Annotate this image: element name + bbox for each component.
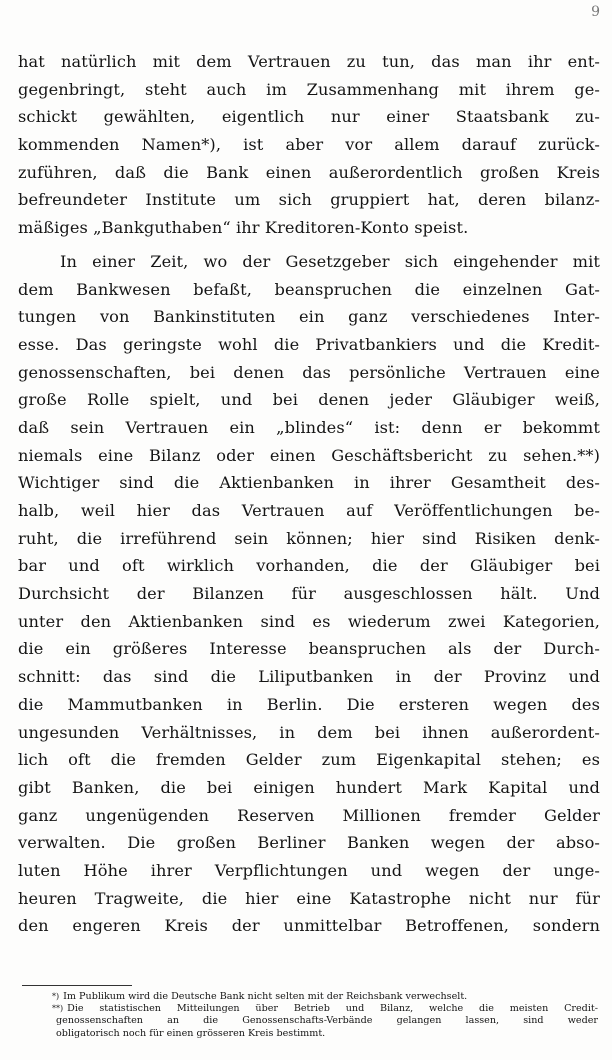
text-line: niemals eine Bilanz oder einen Geschäftsbericht zu sehen.**) xyxy=(18,445,600,465)
text-line: den engeren Kreis der unmittelbar Betroffenen, sondern xyxy=(18,916,600,936)
text-line: große Rolle spielt, und bei denen jeder Gläubiger weiß, xyxy=(18,390,600,410)
text-line: ruht, die irreführend sein können; hier sind Risiken denk- xyxy=(18,528,600,548)
text-line: unter den Aktienbanken sind es wiederum zwei Kategorien, xyxy=(18,611,600,631)
text-line: bar und oft wirklich vorhanden, die der Gläubiger bei xyxy=(18,556,600,576)
page-number: 9 xyxy=(591,4,600,20)
footnote-2-line: genossenschaften an die Genossenschafts-Verbände gelangen lassen, sind weder xyxy=(56,1015,598,1027)
text-line: daß sein Vertrauen ein „blindes“ ist: denn er bekommt xyxy=(18,417,600,437)
paragraph-continued xyxy=(18,48,600,242)
text-line: In einer Zeit, wo der Gesetzgeber sich eingehender mit xyxy=(60,251,600,271)
body-text xyxy=(18,48,600,940)
footnote-text: Die statistischen Mitteilungen über Betrieb und Bilanz, welche die meisten Credit- xyxy=(67,1003,598,1015)
text-line: esse. Das geringste wohl die Privatbankiers und die Kredit- xyxy=(18,334,600,354)
text-line: ganz ungenügenden Reserven Millionen fremder Gelder xyxy=(18,805,600,825)
text-line: hat natürlich mit dem Vertrauen zu tun, das man ihr ent- xyxy=(18,52,600,71)
footnote-text: Im Publikum wird die Deutsche Bank nicht selten mit der Reichsbank verwechselt. xyxy=(63,991,468,1002)
text-line: ungesunden Verhältnisses, in dem bei ihnen außerordent- xyxy=(18,722,600,742)
footnote-2-line: obligatorisch noch für einen grösseren Kreis bestimmt. xyxy=(56,1027,326,1039)
text-line: Wichtiger sind die Aktienbanken in ihrer Gesamtheit des- xyxy=(18,473,600,493)
text-line: mäßiges „Bankguthaben“ ihr Kreditoren-Konto speist. xyxy=(18,218,469,238)
text-line: zuführen, daß die Bank einen außerordentlich großen Kreis xyxy=(18,162,600,182)
text-line: schickt gewählten, eigentlich nur einer Staatsbank zu- xyxy=(18,107,600,127)
footnote-1 xyxy=(20,991,598,1003)
text-line: luten Höhe ihrer Verpflichtungen und wegen der unge- xyxy=(18,860,600,880)
text-line: lich oft die fremden Gelder zum Eigenkapital stehen; es xyxy=(18,750,600,770)
text-line: schnitt: das sind die Liliputbanken in der Provinz und xyxy=(18,667,600,687)
text-line: gibt Banken, die bei einigen hundert Mark Kapital und xyxy=(18,777,600,797)
text-line: halb, weil hier das Vertrauen auf Veröffentlichungen be- xyxy=(18,501,600,520)
text-line: die ein größeres Interesse beanspruchen als der Durch- xyxy=(18,639,600,659)
footnote-marker: **) xyxy=(52,1004,64,1014)
text-line: tungen von Bankinstituten ein ganz verschiedenes Inter- xyxy=(18,307,600,327)
text-line: gegenbringt, steht auch im Zusammenhang mit ihrem ge- xyxy=(18,79,600,99)
text-line: Durchsicht der Bilanzen für ausgeschlossen hält. Und xyxy=(18,584,600,604)
footnote-2 xyxy=(20,1003,598,1015)
paragraph-banking xyxy=(18,248,600,940)
text-line: dem Bankwesen befaßt, beanspruchen die einzelnen Gat- xyxy=(18,279,600,299)
footnote-marker: *) xyxy=(52,992,60,1001)
text-line: die Mammutbanken in Berlin. Die ersteren wegen des xyxy=(18,694,600,714)
text-line: befreundeter Institute um sich gruppiert hat, deren bilanz- xyxy=(18,190,600,210)
footnote-divider xyxy=(22,985,132,986)
text-line: kommenden Namen*), ist aber vor allem darauf zurück- xyxy=(18,135,600,155)
footnotes xyxy=(20,991,598,1040)
text-line: heuren Tragweite, die hier eine Katastrophe nicht nur für xyxy=(18,888,600,908)
text-line: genossenschaften, bei denen das persönliche Vertrauen eine xyxy=(18,362,600,382)
text-line: verwalten. Die großen Berliner Banken wegen der abso- xyxy=(18,833,600,853)
